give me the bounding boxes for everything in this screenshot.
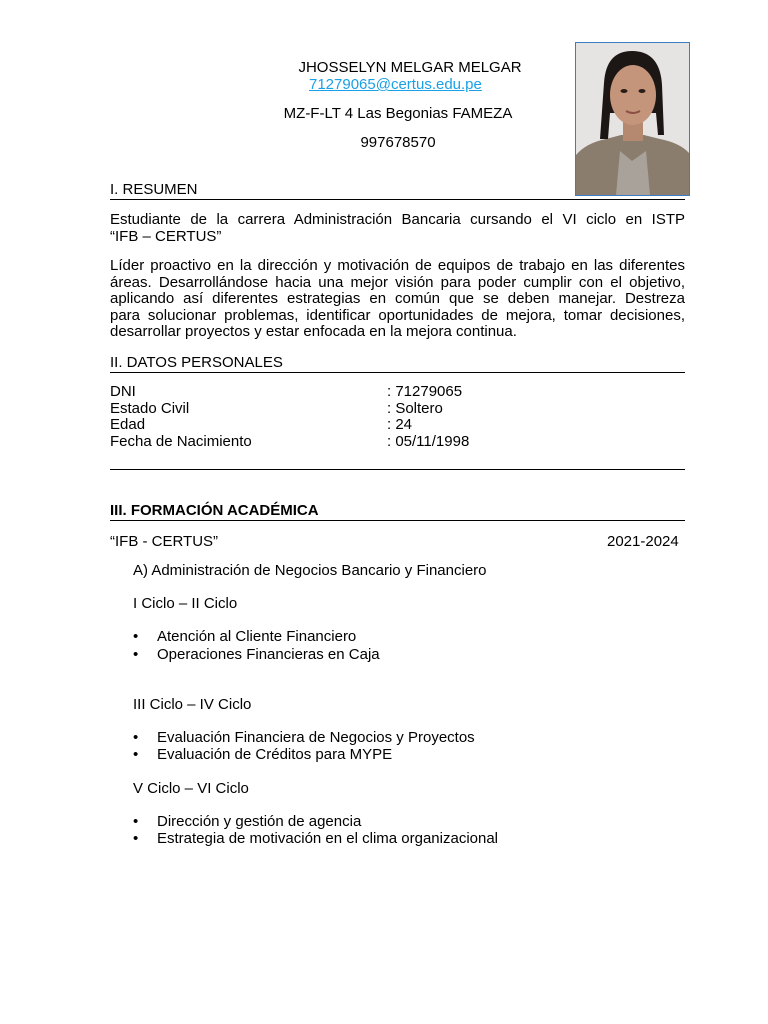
data-value: : 05/11/1998 [387,432,470,450]
data-value: : 71279065 [387,383,463,400]
data-row [110,434,685,451]
course-name: Estrategia de motivación en el clima organizacional [157,830,499,847]
course-name: Operaciones Financieras en Caja [157,646,380,663]
section-heading-formacion: III. FORMACIÓN ACADÉMICA [110,502,319,519]
section-divider [110,520,685,521]
data-value: : 24 [387,416,413,433]
section-divider [110,469,685,470]
phone: 997678570 [360,134,436,151]
resumen-p2-line: Líder proactivo en la dirección y motivación de equipos de trabajo en las diferentes [110,257,685,274]
bullet-icon: • [133,628,139,645]
resumen-p2-line: para solucionar problemas, identificar oportunidades de mejora, tomar decisiones, [110,306,685,324]
course-name: Evaluación de Créditos para MYPE [157,746,393,763]
resumen-p2-line: aplicando así diferentes estrategias en común que se deben manejar. Destreza [110,290,685,307]
data-label: Fecha de Nacimiento [110,432,252,450]
section-heading-resumen: I. RESUMEN [110,181,198,198]
section-divider [110,372,685,373]
institution: “IFB - CERTUS” [110,533,219,550]
section-divider [110,199,685,200]
resumen-p1-line1: Estudiante de la carrera Administración Bancaria cursando el VI ciclo en ISTP [110,211,685,228]
course-name: Dirección y gestión de agencia [157,813,362,830]
resumen-p2-line: desarrollar proyectos y estar enfocada en la mejora continua. [110,323,517,340]
portrait-icon [576,43,689,195]
course-name: Atención al Cliente Financiero [157,628,357,645]
resumen-p1-line2: “IFB – CERTUS” [110,227,222,245]
study-period: 2021-2024 [607,533,679,550]
bullet-icon: • [133,729,139,746]
cycle-title: V Ciclo – VI Ciclo [133,780,249,797]
course-name: Evaluación Financiera de Negocios y Proyectos [157,729,475,746]
data-label: Edad [110,416,146,433]
data-label: DNI [110,383,136,400]
candidate-name: JHOSSELYN MELGAR MELGAR [298,59,522,76]
bullet-icon: • [133,646,139,663]
data-value: : Soltero [387,399,443,417]
resumen-paragraph-1 [110,212,685,245]
career-title: A) Administración de Negocios Bancario y Financiero [133,562,487,579]
cycle-title: III Ciclo – IV Ciclo [133,696,252,713]
resumen-paragraph-2 [110,258,685,341]
resumen-p2-line: áreas. Desarrollándose hacia una mejor visión para poder cumplir con el objetivo, [110,273,685,291]
section-heading-datos: II. DATOS PERSONALES [110,354,283,371]
data-row [110,384,685,401]
data-label: Estado Civil [110,399,190,417]
bullet-icon: • [133,813,139,830]
email-link[interactable] [309,76,482,93]
address: MZ-F-LT 4 Las Begonias FAMEZA [283,105,513,122]
bullet-icon: • [133,830,139,847]
personal-data-table [110,384,685,450]
email-text[interactable]: 71279065@certus.edu.pe [309,76,482,93]
data-row [110,417,685,434]
profile-photo [575,42,690,196]
bullet-icon: • [133,746,139,763]
cycle-title: I Ciclo – II Ciclo [133,595,238,612]
data-row [110,401,685,418]
